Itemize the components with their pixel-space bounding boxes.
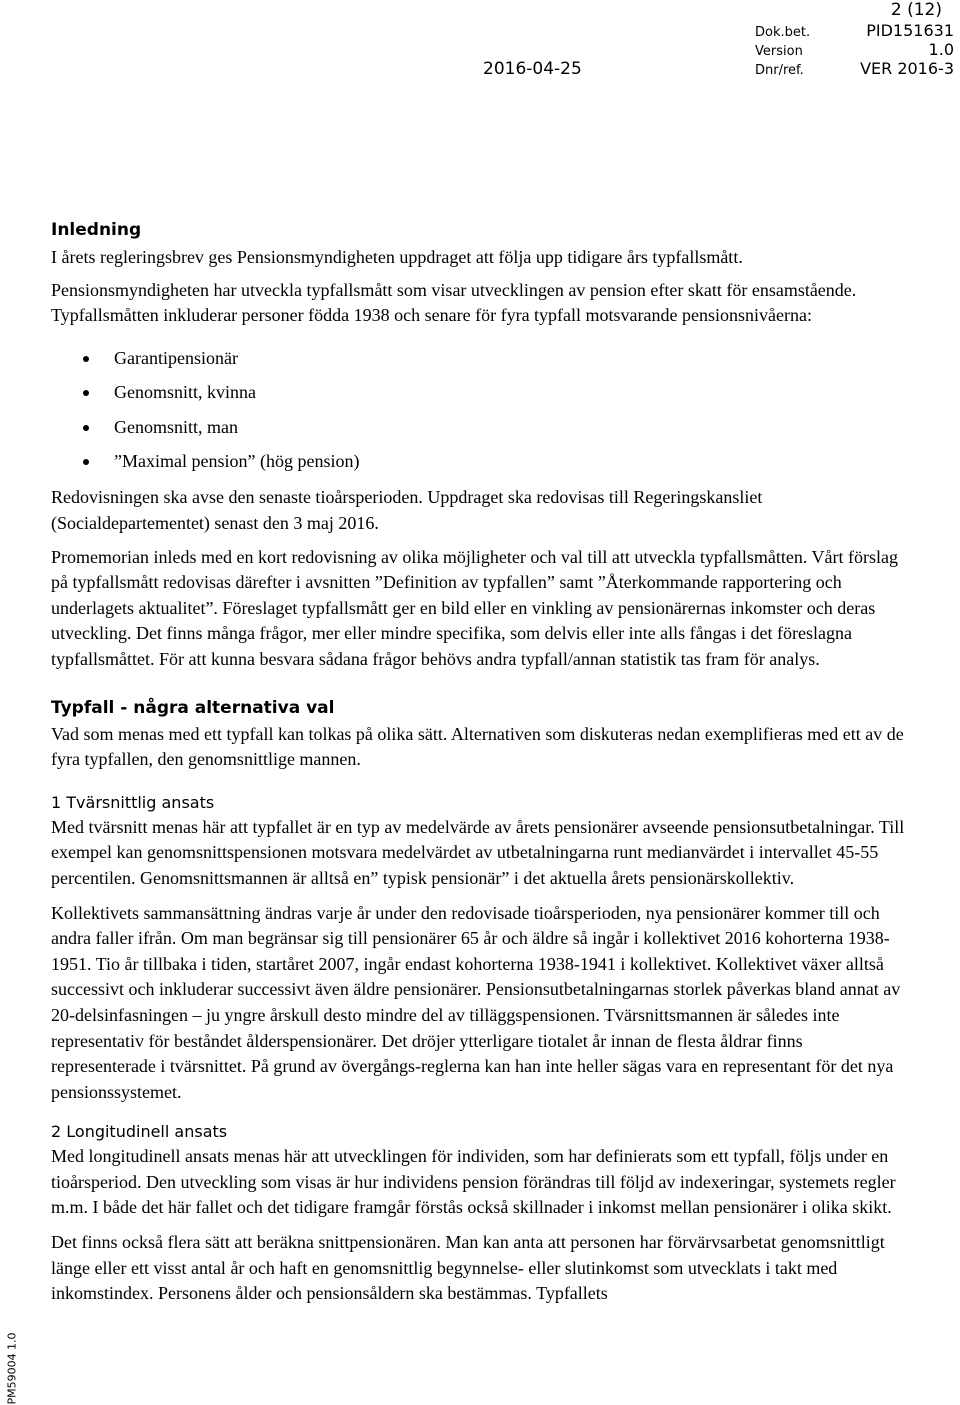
subsection-heading-longitudinell: 2 Longitudinell ansats xyxy=(51,1122,228,1142)
version-value: 1.0 xyxy=(928,40,954,59)
page-number: 2 (12) xyxy=(890,0,942,20)
list-item xyxy=(51,341,906,375)
list-item xyxy=(51,410,906,444)
paragraph: Promemorian inleds med en kort redovisning av olika möjligheter och val till att utveckla typfallsmåtten. Vårt förslag på typfallsmått redovisas därefter i avsnitten ”Definition av typfallen” samt ”Återkommande rapportering och underlagets aktualitet”. Föreslaget typfallsmått ger en bild eller en vinkling av pensionärernas inkomster och deras utveckling. Det finns många frågor, mer eller mindre specifika, som delvis eller inte alls fångas i det föreslagna typfallsmåttet. För att kunna besvara sådana frågor behövs andra typfall/annan statistik tas fram för analys. xyxy=(51,546,898,669)
bullet-icon xyxy=(83,356,89,362)
bullet-icon xyxy=(83,425,89,431)
list-item-text: Genomsnitt, kvinna xyxy=(114,382,256,403)
paragraph: Kollektivets sammansättning ändras varje år under den redovisade tioårsperioden, nya pensionärer kommer till och andra faller ifrån. Om man begränsar sig till pensionärer 65 år och äldre så ingår i kollektivet 2016 kohorterna 1938-1951. Tio år tillbaka i tiden, startåret 2007, ingår endast kohorterna 1938-1941 i kollektivet. Kollektivet växer alltså successivt och inkluderar successivt även äldre pensionärer. Pensionsutbetalningarnas storlek påverkas bland annat av 20-delsinfasningen – ju yngre årskull desto mindre del av tilläggspensionen. Tvärsnittsmannen är således inte representativ för beståndet ålderspensionärer. Det dröjer ytterligare tiotalet år innan de flesta åldrar finns representerade i tvärsnittet. På grund av övergångs-reglerna kan han inte heller sägas vara en representant för det nya pensionssystemet. xyxy=(51,902,901,1102)
dnr-value: VER 2016-3 xyxy=(860,59,954,78)
bullet-icon xyxy=(83,390,89,396)
document-date: 2016-04-25 xyxy=(483,59,582,79)
list-item-text: Genomsnitt, man xyxy=(114,416,238,437)
paragraph: Det finns också flera sätt att beräkna snittpensionären. Man kan anta att personen har förvärvsarbetat genomsnittligt länge eller ett visst antal år och haft en genomsnittlig begynnelse- eller slutinkomst som utvecklats i takt med inkomstindex. Personens ålder och pensionsåldern ska bestämmas. Typfallets xyxy=(51,1232,885,1304)
paragraph: I årets regleringsbrev ges Pensionsmyndigheten uppdraget att följa upp tidigare års typfallsmått. xyxy=(51,247,743,267)
dok-bet-value: PID151631 xyxy=(866,21,954,40)
dok-bet-label: Dok.bet. xyxy=(755,25,811,40)
version-label: Version xyxy=(755,44,803,59)
paragraph: Redovisningen ska avse den senaste tioårsperioden. Uppdraget ska redovisas till Regeringskansliet (Socialdepartementet) senast den 3 maj 2016. xyxy=(51,487,763,533)
list-item-text: Garantipensionär xyxy=(114,347,238,368)
section-heading-typfall: Typfall - några alternativa val xyxy=(51,697,335,718)
paragraph: Med longitudinell ansats menas här att utvecklingen för individen, som har definierats som ett typfall, följs under en tioårsperiod. Den utveckling som visas är hur individens pension förändras till följd av indexeringar, systemets regler m.m. I både det här fallet och det tidigare framgår förstås också skillnader i inkomst mellan pensionärer i olika skikt. xyxy=(51,1146,896,1218)
paragraph: Med tvärsnitt menas här att typfallet är en typ av medelvärde av årets pensionärer avseende pensionsutbetalningar. Till exempel kan genomsnittspensionen motsvara medelvärdet av utbetalningarna runt medianvärdet i intervallet 45-55 percentilen. Genomsnittsmannen är alltså en” typisk pensionär” i det aktuella årets pensionärskollektiv. xyxy=(51,816,905,888)
template-id: PM59004 1.0 xyxy=(5,1332,19,1405)
bullet-list xyxy=(51,341,906,479)
list-item-text: ”Maximal pension” (hög pension) xyxy=(114,451,360,471)
subsection-heading-tvarsnitt: 1 Tvärsnittlig ansats xyxy=(51,792,215,812)
document-body xyxy=(51,219,906,1307)
list-item xyxy=(51,375,906,409)
paragraph: Pensionsmyndigheten har utveckla typfallsmått som visar utvecklingen av pension efter skatt för ensamstående. Typfallsmåtten inkluderar personer födda 1938 och senare för fyra typfall motsvarande pensionsnivåerna: xyxy=(51,279,857,326)
list-item xyxy=(51,444,906,478)
bullet-icon xyxy=(83,459,89,465)
paragraph: Vad som menas med ett typfall kan tolkas på olika sätt. Alternativen som diskuteras nedan exemplifieras med ett av de fyra typfallen, den genomsnittlige mannen. xyxy=(51,723,904,770)
dnr-label: Dnr/ref. xyxy=(755,63,804,78)
section-heading-inledning: Inledning xyxy=(51,220,142,240)
